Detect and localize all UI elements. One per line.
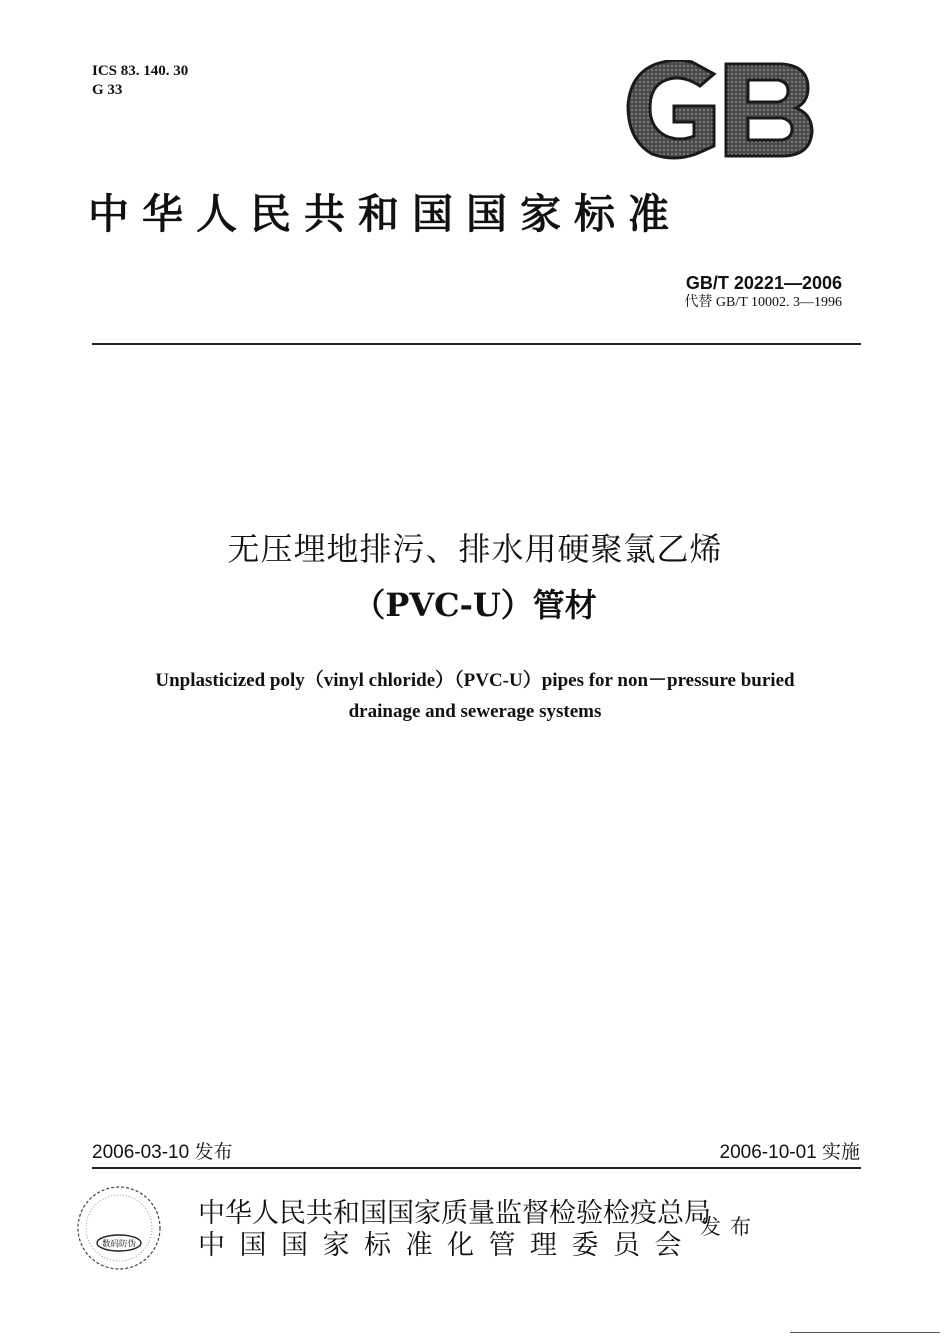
issuer-line-2: 中国国家标准化管理委员会 [198,1230,696,1261]
english-title-line-1: Unplasticized poly（vinyl chloride）（PVC-U）pipes for non－pressure buried [155,670,795,691]
chinese-title-line-1: 无压埋地排污、排水用硬聚氯乙烯 [227,530,723,568]
anti-counterfeit-seal [74,1183,164,1273]
ics-code: ICS 83. 140. 30 [92,63,189,79]
replaces-standard: 代替 GB/T 10002. 3—1996 [684,295,842,310]
footer-divider [92,1167,861,1169]
header-divider [92,343,861,345]
seal-label: 数码防伪 [101,1239,137,1250]
standard-code: GB/T 20221—2006 [685,273,842,293]
issue-date: 2006-03-10 发布 [92,1142,233,1163]
implementation-date: 2006-10-01 实施 [719,1142,860,1163]
national-standard-title: 中华人民共和国国家标准 [88,190,682,238]
classification-codes [92,62,188,100]
publish-label: 发布 [700,1215,760,1239]
english-title-line-2: drainage and sewerage systems [348,701,602,722]
chinese-title-line-2: （PVC-U）管材 [353,586,597,624]
issuer-line-1: 中华人民共和国国家质量监督检验检疫总局 [198,1198,711,1229]
scan-artifact-line [790,1332,940,1333]
gb-logo [622,60,816,160]
ccs-code: G 33 [92,82,123,98]
